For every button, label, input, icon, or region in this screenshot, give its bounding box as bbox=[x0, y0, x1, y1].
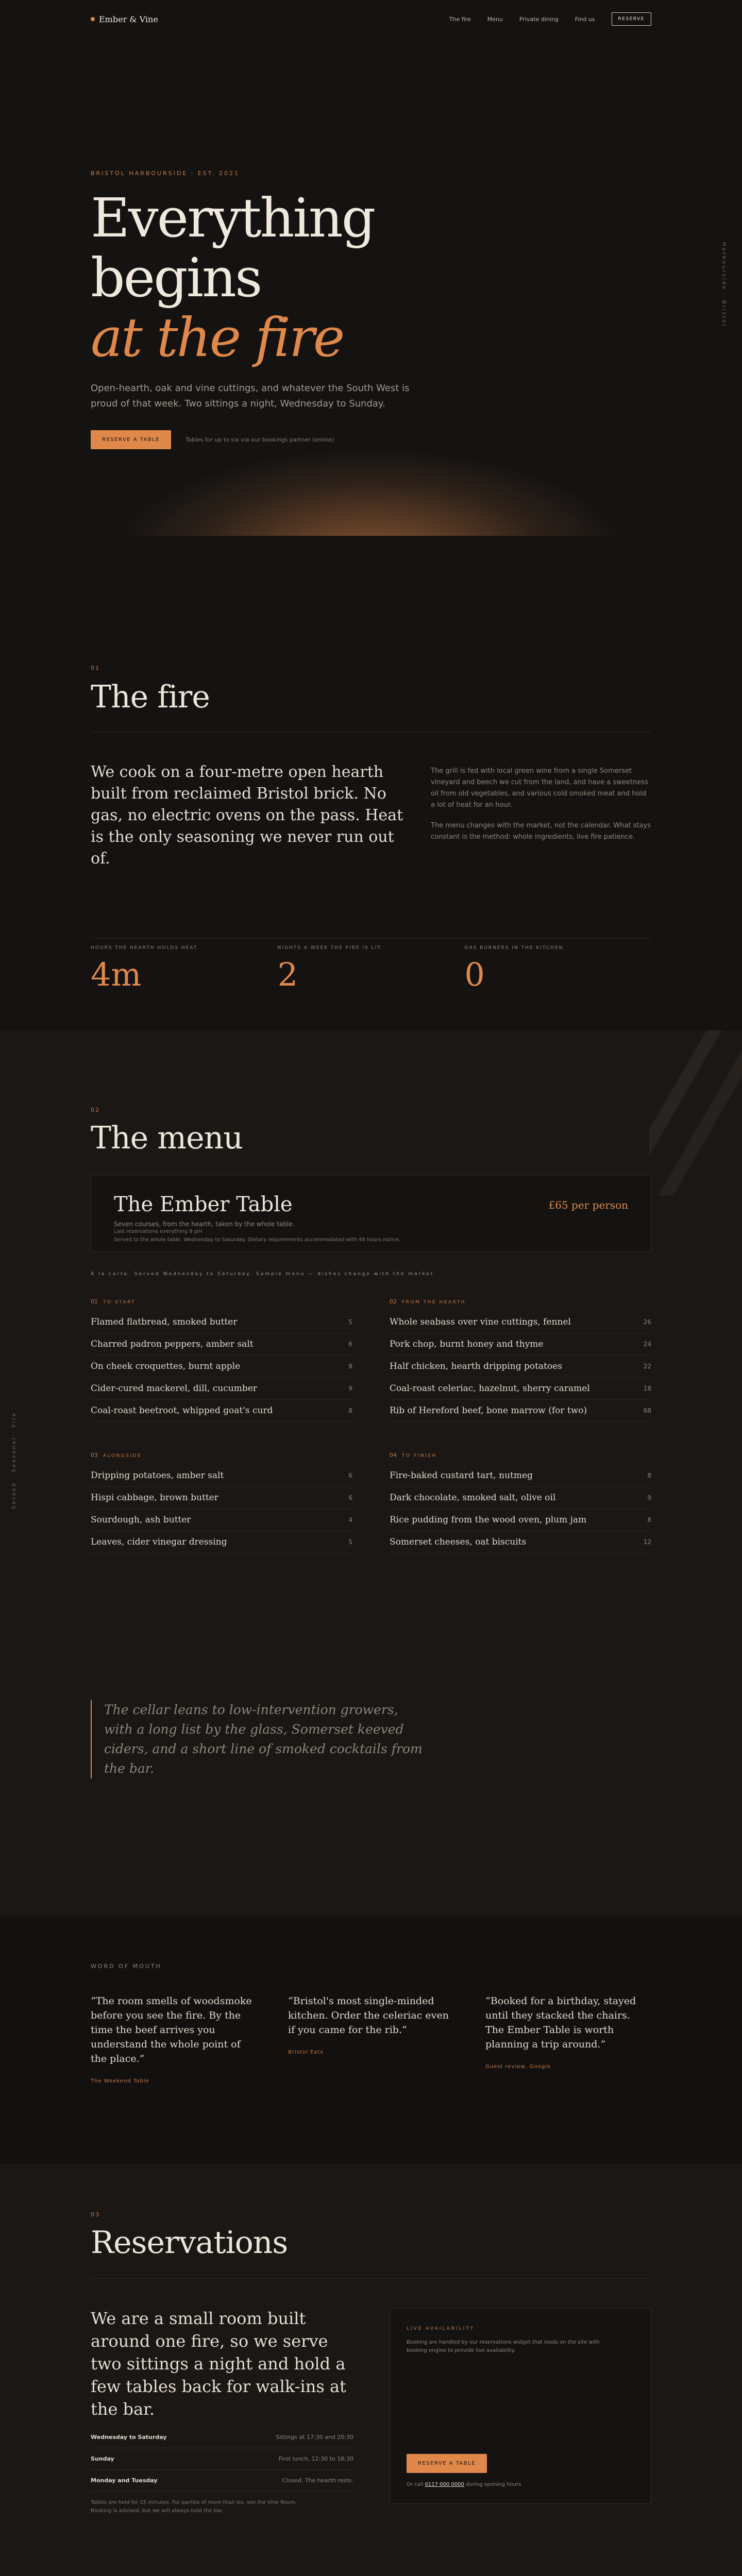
hero-title-line1: Everything begins bbox=[91, 187, 375, 309]
dish-row bbox=[390, 1465, 651, 1487]
dish-row bbox=[390, 1333, 651, 1355]
hours-row bbox=[91, 2427, 353, 2448]
fire-stats bbox=[91, 938, 651, 993]
hours-day: Monday and Tuesday bbox=[91, 2477, 158, 2484]
dish-row bbox=[91, 1355, 352, 1378]
booking-card bbox=[390, 2308, 651, 2504]
booking-eyebrow: LIVE AVAILABILITY bbox=[407, 2326, 475, 2331]
cellar-pull-quote: The cellar leans to low-intervention growers, with a long list by the glass, Somerset keeved ciders, and a short line of smoked cocktails from the bar. bbox=[91, 1700, 431, 1778]
dish-price: 22 bbox=[643, 1363, 651, 1370]
dish-name: Somerset cheeses, oat biscuits bbox=[390, 1537, 527, 1547]
menu-category bbox=[91, 1452, 352, 1553]
dish-name: Coal-roast beetroot, whipped goat's curd bbox=[91, 1405, 273, 1416]
category-name: FROM THE HEARTH bbox=[402, 1300, 466, 1305]
dish-price: 26 bbox=[643, 1318, 651, 1326]
dish-name: Pork chop, burnt honey and thyme bbox=[390, 1339, 544, 1349]
dish-price: 8 bbox=[647, 1516, 651, 1523]
dish-name: Rice pudding from the wood oven, plum jam bbox=[390, 1515, 587, 1525]
menu-category bbox=[390, 1298, 651, 1422]
category-number: 01 bbox=[91, 1298, 98, 1305]
dish-name: On cheek croquettes, burnt apple bbox=[91, 1361, 241, 1371]
category-name: TO START bbox=[103, 1300, 136, 1305]
top-nav bbox=[0, 0, 742, 38]
booking-widget-placeholder[interactable] bbox=[407, 2365, 635, 2437]
hero-reserve-button[interactable]: RESERVE A TABLE bbox=[91, 430, 171, 449]
stat-value: 4m bbox=[91, 956, 142, 993]
dish-row bbox=[390, 1311, 651, 1333]
dish-row bbox=[91, 1378, 352, 1400]
category-number: 04 bbox=[390, 1452, 397, 1459]
menu-section-number: 02 bbox=[91, 1107, 100, 1113]
review-text: “The room smells of woodsmoke before you see the fire. By the time the beef arrives you understand the whole point of the place.” bbox=[91, 1995, 252, 2064]
dish-name: Dripping potatoes, amber salt bbox=[91, 1470, 224, 1481]
menu-columns bbox=[91, 1298, 651, 1583]
stat-label: HOURS THE HEARTH HOLDS HEAT bbox=[91, 945, 198, 951]
fire-lead: We cook on a four-metre open hearth built from reclaimed Bristol brick. No gas, no electric ovens on the pass. Heat is the only seasoning we never run out of. bbox=[91, 763, 403, 868]
dish-price: 5 bbox=[348, 1538, 352, 1546]
stat-item bbox=[278, 938, 465, 993]
dish-name: Dark chocolate, smoked salt, olive oil bbox=[390, 1493, 556, 1503]
reviews-eyebrow: WORD OF MOUTH bbox=[91, 1963, 162, 1970]
dish-name: Hispi cabbage, brown butter bbox=[91, 1493, 218, 1503]
stat-item bbox=[91, 938, 278, 993]
review-source: Bristol Eats bbox=[288, 2049, 324, 2055]
dish-name: Coal-roast celeriac, hazelnut, sherry caramel bbox=[390, 1383, 590, 1394]
menu-column-right bbox=[390, 1298, 651, 1583]
ember-table-note bbox=[114, 1228, 400, 1244]
dish-row bbox=[91, 1487, 352, 1509]
hero-title bbox=[91, 188, 503, 367]
nav-link-fire[interactable]: The fire bbox=[449, 15, 471, 23]
fire-body bbox=[431, 766, 652, 843]
menu-section bbox=[0, 1030, 742, 1917]
flame-dot-icon bbox=[91, 17, 95, 21]
dish-row bbox=[390, 1355, 651, 1378]
call-suffix: during opening hours bbox=[466, 2482, 521, 2487]
dish-name: Sourdough, ash butter bbox=[91, 1515, 191, 1525]
nav-links bbox=[449, 12, 651, 26]
dish-price: 9 bbox=[647, 1494, 651, 1501]
decorative-diagonal-lines bbox=[649, 1030, 742, 1195]
dish-name: Rib of Hereford beef, bone marrow (for two) bbox=[390, 1405, 587, 1416]
stat-label: GAS BURNERS IN THE KITCHEN bbox=[464, 945, 564, 951]
hours-time: Closed. The hearth rests. bbox=[282, 2477, 353, 2484]
menu-title: The menu bbox=[91, 1120, 243, 1156]
dish-row bbox=[91, 1333, 352, 1355]
fire-body-paragraph: The grill is fed with local green wine from a single Somerset vineyard and beech we cut from the land, and have a sweetness oil from old vegetables, and various cold smoked meat and hold a lot of heat for an hour. bbox=[431, 767, 648, 809]
reviews-list bbox=[91, 1994, 651, 2084]
dish-name: Cider-cured mackerel, dill, cucumber bbox=[91, 1383, 257, 1394]
review-source: The Weekend Table bbox=[91, 2078, 149, 2084]
nav-link-menu[interactable]: Menu bbox=[487, 15, 503, 23]
hours-note: Tables are held for 15 minutes. For parties of more than six, see the Vine Room. Booking is advised, but we will always hold the bar. bbox=[91, 2500, 297, 2514]
brand-name: Ember & Vine bbox=[99, 14, 158, 24]
dish-name: Half chicken, hearth dripping potatoes bbox=[390, 1361, 562, 1371]
hours-row bbox=[91, 2448, 353, 2470]
stat-label: NIGHTS A WEEK THE FIRE IS LIT bbox=[277, 945, 381, 951]
dish-row bbox=[91, 1465, 352, 1487]
hours-row bbox=[91, 2470, 353, 2492]
menu-column-left bbox=[91, 1298, 352, 1583]
dish-row bbox=[91, 1311, 352, 1333]
hero-eyebrow: BRISTOL HARBOURSIDE · EST. 2021 bbox=[91, 170, 240, 177]
dish-row bbox=[390, 1400, 651, 1422]
dish-row bbox=[91, 1531, 352, 1553]
reservations-title: Reservations bbox=[91, 2225, 288, 2261]
stat-item bbox=[464, 938, 651, 993]
review-item bbox=[91, 1994, 257, 2084]
phone-link[interactable]: 0117 000 0000 bbox=[425, 2482, 464, 2487]
dish-row bbox=[91, 1509, 352, 1531]
category-name: TO FINISH bbox=[402, 1453, 437, 1459]
reservations-lead: We are a small room built around one fire, so we serve two sittings a night and hold a few tables back for walk-ins at the bar. bbox=[91, 2309, 346, 2419]
ember-table-title: The Ember Table bbox=[114, 1193, 293, 1216]
dish-price: 6 bbox=[348, 1472, 352, 1479]
hours-day: Wednesday to Saturday bbox=[91, 2434, 167, 2441]
dish-name: Leaves, cider vinegar dressing bbox=[91, 1537, 227, 1547]
hours-time: First lunch, 12:30 to 16:30 bbox=[278, 2455, 353, 2462]
hours-time: Sittings at 17:30 and 20:30 bbox=[276, 2434, 353, 2441]
dish-name: Charred padron peppers, amber salt bbox=[91, 1339, 254, 1349]
booking-call-line bbox=[407, 2482, 521, 2487]
hero-body: Open-hearth, oak and vine cuttings, and whatever the South West is proud of that week. Two sittings a night, Wednesday to Sunday. bbox=[91, 383, 410, 409]
menu-side-label: Served · Seasonal · Fire bbox=[11, 1412, 17, 1510]
dish-name: Fire-baked custard tart, nutmeg bbox=[390, 1470, 533, 1481]
dish-row bbox=[390, 1487, 651, 1509]
category-number: 02 bbox=[390, 1298, 397, 1305]
fire-section-number: 01 bbox=[91, 665, 100, 671]
dish-price: 8 bbox=[348, 1407, 352, 1414]
booking-reserve-button[interactable]: RESERVE A TABLE bbox=[407, 2454, 487, 2473]
menu-category bbox=[390, 1452, 651, 1553]
reviews-section bbox=[0, 1917, 742, 2164]
review-item bbox=[485, 1994, 651, 2084]
dish-price: 18 bbox=[643, 1385, 651, 1392]
hours-day: Sunday bbox=[91, 2455, 114, 2462]
dish-price: 5 bbox=[348, 1318, 352, 1326]
nav-link-find-us[interactable]: Find us bbox=[575, 15, 595, 23]
dish-row bbox=[91, 1400, 352, 1422]
dish-price: 4 bbox=[348, 1516, 352, 1523]
ember-note-line: Last reservations everything 8 pm bbox=[114, 1229, 203, 1234]
review-text: “Bristol's most single-minded kitchen. Order the celeriac even if you came for the rib.” bbox=[288, 1995, 449, 2036]
category-number: 03 bbox=[91, 1452, 98, 1459]
dish-price: 8 bbox=[647, 1472, 651, 1479]
hero-side-label: Harbourside · Bristol bbox=[721, 242, 727, 328]
fire-title: The fire bbox=[91, 679, 210, 715]
dish-row bbox=[390, 1378, 651, 1400]
dish-price: 24 bbox=[643, 1341, 651, 1348]
ember-table-subtitle: Seven courses, from the hearth, taken by the whole table. bbox=[114, 1221, 295, 1228]
reservations-section bbox=[0, 2164, 742, 2576]
fire-body-paragraph: The menu changes with the market, not the calendar. What stays constant is the method: whole ingredients, live fire patience. bbox=[431, 822, 651, 841]
stat-value: 0 bbox=[464, 956, 485, 993]
dish-price: 8 bbox=[348, 1363, 352, 1370]
nav-link-private-dining[interactable]: Private dining bbox=[519, 15, 559, 23]
ember-table-card[interactable] bbox=[91, 1175, 651, 1252]
category-name: ALONGSIDE bbox=[103, 1453, 142, 1459]
dish-price: 12 bbox=[643, 1538, 651, 1546]
call-prefix: Or call bbox=[407, 2482, 424, 2487]
dish-name: Whole seabass over vine cuttings, fennel bbox=[390, 1317, 571, 1327]
hero-note: Tables for up to six via our bookings partner (online) bbox=[185, 436, 334, 443]
review-source: Guest review, Google bbox=[485, 2064, 551, 2070]
nav-reserve-button[interactable]: RESERVE bbox=[612, 12, 651, 26]
dish-row bbox=[390, 1531, 651, 1553]
dish-price: 9 bbox=[348, 1385, 352, 1392]
a-la-carte-heading: À la carte. Served Wednesday to Saturday. Sample menu — dishes change with the market bbox=[91, 1272, 434, 1277]
reservations-section-number: 03 bbox=[91, 2211, 100, 2218]
dish-name: Flamed flatbread, smoked butter bbox=[91, 1317, 238, 1327]
ember-table-price: £65 per person bbox=[548, 1199, 628, 1211]
hero-section bbox=[0, 0, 742, 536]
ember-note-line: Served to the whole table. Wednesday to Saturday. Dietary requirements accommodated with 48 hours notice. bbox=[114, 1237, 401, 1243]
stat-value: 2 bbox=[277, 956, 298, 993]
opening-hours-table bbox=[91, 2427, 353, 2515]
review-item bbox=[288, 1994, 454, 2084]
menu-category bbox=[91, 1298, 352, 1422]
review-text: “Booked for a birthday, stayed until they stacked the chairs. The Ember Table is worth planning a trip around.” bbox=[485, 1995, 636, 2050]
dish-price: 6 bbox=[348, 1341, 352, 1348]
dish-row bbox=[390, 1509, 651, 1531]
dish-price: 6 bbox=[348, 1494, 352, 1501]
booking-description: Booking are handled by our reservations widget that loads on the site with booking engine to provide live availability. bbox=[407, 2340, 600, 2353]
brand-logo[interactable] bbox=[91, 14, 158, 24]
dish-price: 68 bbox=[643, 1407, 651, 1414]
hero-title-line2: at the fire bbox=[91, 306, 344, 369]
reservations-divider bbox=[91, 2278, 651, 2279]
